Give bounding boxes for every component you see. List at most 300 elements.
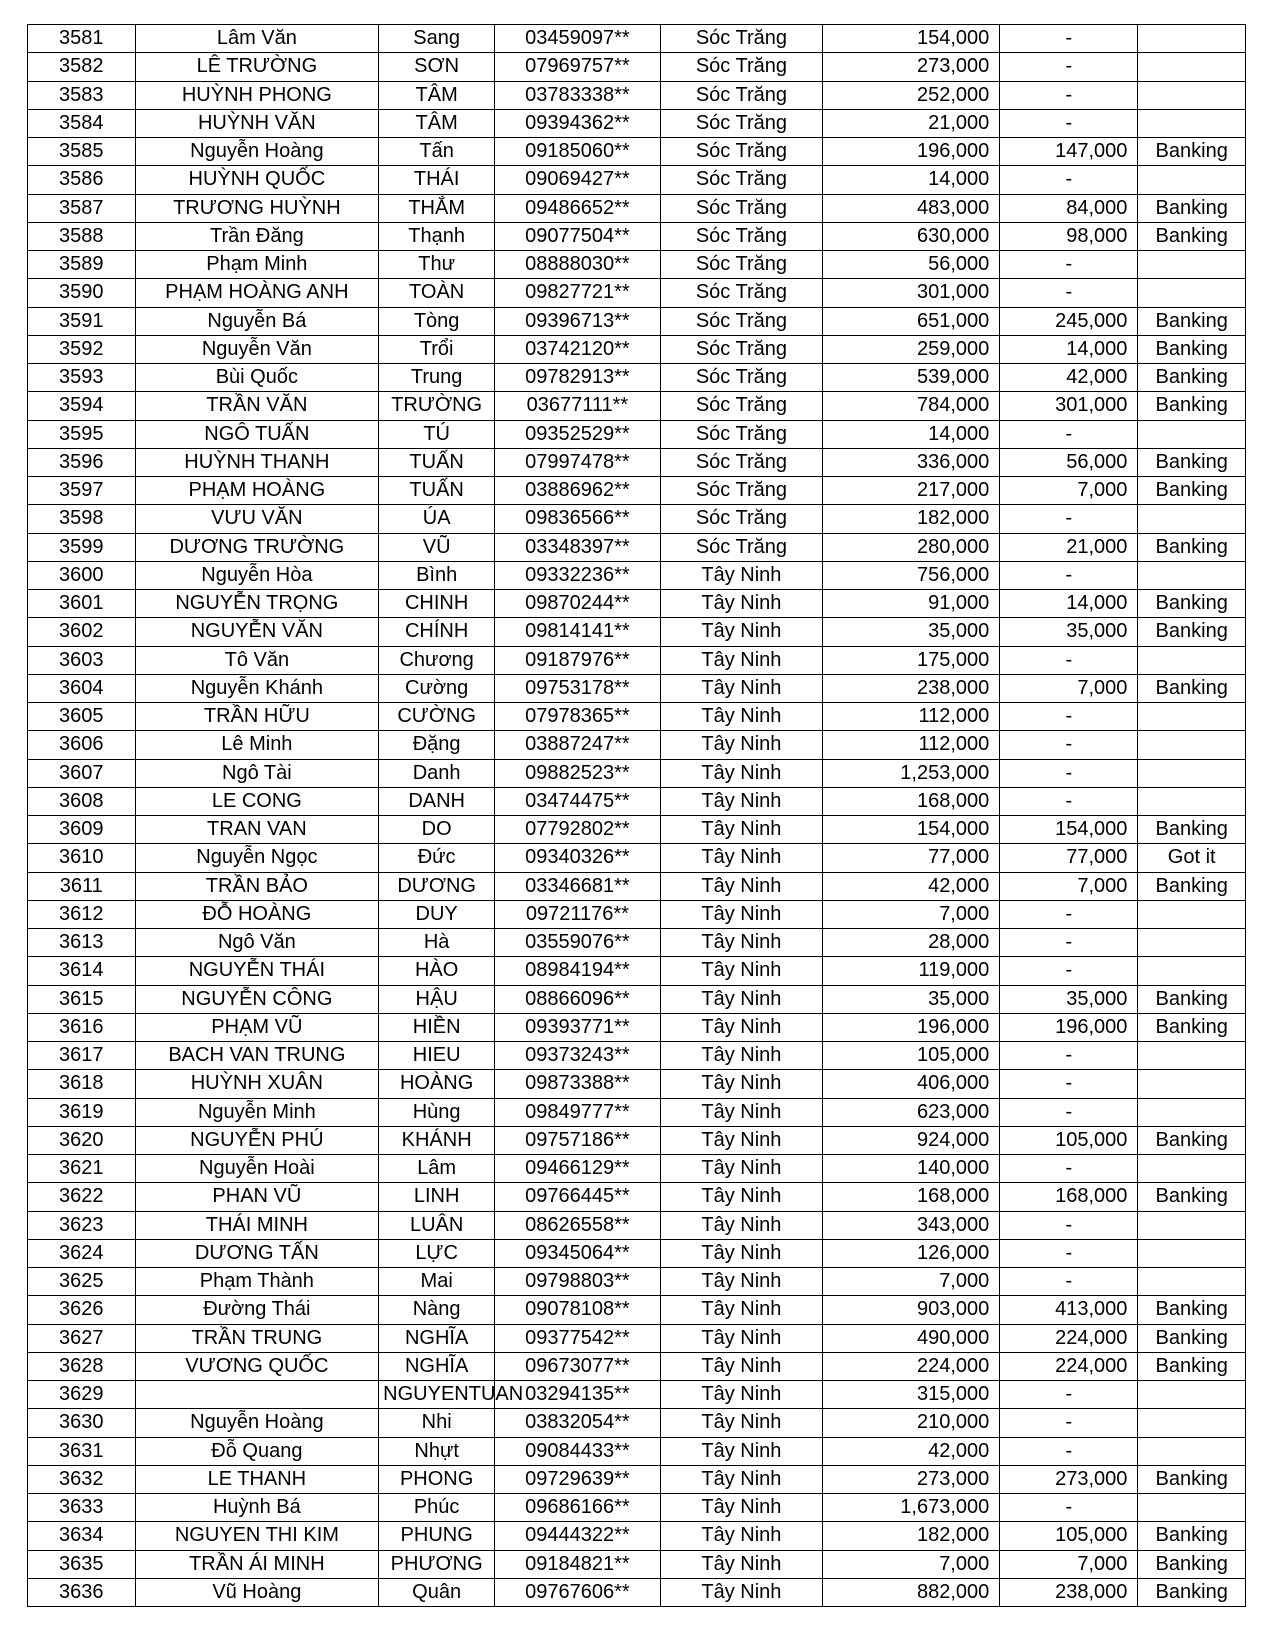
table-row — [28, 1239, 1246, 1267]
first-name-cell: Lê Minh — [135, 731, 379, 759]
table-row — [28, 1437, 1246, 1465]
payment-method-cell — [1138, 731, 1246, 759]
phone-cell: 09673077** — [495, 1352, 661, 1380]
payment-method-cell: Banking — [1138, 1324, 1246, 1352]
first-name-cell: TRẦN HỮU — [135, 703, 379, 731]
paid-cell: - — [1000, 731, 1138, 759]
first-name-cell: NGUYỄN THÁI — [135, 957, 379, 985]
row-number: 3622 — [28, 1183, 136, 1211]
paid-cell: 42,000 — [1000, 364, 1138, 392]
phone-cell: 09069427** — [495, 166, 661, 194]
given-name-cell: DUY — [379, 900, 495, 928]
paid-cell: - — [1000, 759, 1138, 787]
province-cell: Tây Ninh — [660, 1211, 822, 1239]
amount-cell: 126,000 — [823, 1239, 1000, 1267]
amount-cell: 784,000 — [823, 392, 1000, 420]
given-name-cell: TÂM — [379, 81, 495, 109]
row-number: 3606 — [28, 731, 136, 759]
paid-cell: - — [1000, 279, 1138, 307]
province-cell: Sóc Trăng — [660, 392, 822, 420]
province-cell: Tây Ninh — [660, 1352, 822, 1380]
payment-method-cell: Banking — [1138, 1578, 1246, 1606]
province-cell: Sóc Trăng — [660, 251, 822, 279]
phone-cell: 09686166** — [495, 1494, 661, 1522]
table-row — [28, 420, 1246, 448]
given-name-cell: TOÀN — [379, 279, 495, 307]
phone-cell: 09394362** — [495, 109, 661, 137]
payment-method-cell — [1138, 53, 1246, 81]
amount-cell: 56,000 — [823, 251, 1000, 279]
given-name-cell: TÚ — [379, 420, 495, 448]
payment-method-cell: Banking — [1138, 477, 1246, 505]
row-number: 3588 — [28, 222, 136, 250]
row-number: 3601 — [28, 590, 136, 618]
amount-cell: 7,000 — [823, 1268, 1000, 1296]
given-name-cell: CHÍNH — [379, 618, 495, 646]
phone-cell: 09084433** — [495, 1437, 661, 1465]
province-cell: Sóc Trăng — [660, 25, 822, 53]
table-row — [28, 872, 1246, 900]
given-name-cell: Sang — [379, 25, 495, 53]
province-cell: Tây Ninh — [660, 674, 822, 702]
paid-cell: - — [1000, 787, 1138, 815]
first-name-cell: Nguyễn Văn — [135, 335, 379, 363]
row-number: 3634 — [28, 1522, 136, 1550]
first-name-cell: NGUYỄN TRỌNG — [135, 590, 379, 618]
table-row — [28, 561, 1246, 589]
amount-cell: 210,000 — [823, 1409, 1000, 1437]
first-name-cell: Đường Thái — [135, 1296, 379, 1324]
first-name-cell: TRẦN TRUNG — [135, 1324, 379, 1352]
table-row — [28, 364, 1246, 392]
paid-cell: 14,000 — [1000, 590, 1138, 618]
paid-cell: 196,000 — [1000, 1013, 1138, 1041]
table-row — [28, 1494, 1246, 1522]
first-name-cell: ĐỖ HOÀNG — [135, 900, 379, 928]
amount-cell: 882,000 — [823, 1578, 1000, 1606]
payment-method-cell — [1138, 561, 1246, 589]
row-number: 3591 — [28, 307, 136, 335]
row-number: 3630 — [28, 1409, 136, 1437]
first-name-cell: LE CONG — [135, 787, 379, 815]
province-cell: Sóc Trăng — [660, 533, 822, 561]
payment-method-cell — [1138, 759, 1246, 787]
payment-method-cell: Banking — [1138, 1550, 1246, 1578]
payment-method-cell — [1138, 81, 1246, 109]
given-name-cell: Chương — [379, 646, 495, 674]
phone-cell: 09332236** — [495, 561, 661, 589]
province-cell: Tây Ninh — [660, 703, 822, 731]
payment-method-cell — [1138, 900, 1246, 928]
given-name-cell: Đặng — [379, 731, 495, 759]
province-cell: Tây Ninh — [660, 872, 822, 900]
phone-cell: 09782913** — [495, 364, 661, 392]
given-name-cell: CƯỜNG — [379, 703, 495, 731]
table-row — [28, 731, 1246, 759]
paid-cell: - — [1000, 505, 1138, 533]
first-name-cell: NGUYỄN PHÚ — [135, 1126, 379, 1154]
table-row — [28, 1013, 1246, 1041]
table-body — [28, 25, 1246, 1607]
row-number: 3602 — [28, 618, 136, 646]
province-cell: Tây Ninh — [660, 1268, 822, 1296]
phone-cell: 09486652** — [495, 194, 661, 222]
province-cell: Tây Ninh — [660, 590, 822, 618]
amount-cell: 924,000 — [823, 1126, 1000, 1154]
paid-cell: - — [1000, 1409, 1138, 1437]
row-number: 3589 — [28, 251, 136, 279]
given-name-cell: HIỀN — [379, 1013, 495, 1041]
table-row — [28, 1296, 1246, 1324]
given-name-cell: HIEU — [379, 1042, 495, 1070]
row-number: 3616 — [28, 1013, 136, 1041]
province-cell: Tây Ninh — [660, 1324, 822, 1352]
province-cell: Tây Ninh — [660, 1381, 822, 1409]
table-row — [28, 307, 1246, 335]
row-number: 3624 — [28, 1239, 136, 1267]
phone-cell: 09352529** — [495, 420, 661, 448]
province-cell: Sóc Trăng — [660, 138, 822, 166]
amount-cell: 182,000 — [823, 505, 1000, 533]
table-row — [28, 1098, 1246, 1126]
given-name-cell: Bình — [379, 561, 495, 589]
row-number: 3608 — [28, 787, 136, 815]
paid-cell: - — [1000, 109, 1138, 137]
first-name-cell: LÊ TRƯỜNG — [135, 53, 379, 81]
province-cell: Tây Ninh — [660, 1042, 822, 1070]
table-row — [28, 787, 1246, 815]
phone-cell: 09757186** — [495, 1126, 661, 1154]
paid-cell: - — [1000, 1042, 1138, 1070]
given-name-cell: DANH — [379, 787, 495, 815]
payment-method-cell: Banking — [1138, 1352, 1246, 1380]
province-cell: Sóc Trăng — [660, 364, 822, 392]
phone-cell: 09766445** — [495, 1183, 661, 1211]
table-row — [28, 1550, 1246, 1578]
phone-cell: 03886962** — [495, 477, 661, 505]
paid-cell: 14,000 — [1000, 335, 1138, 363]
first-name-cell: TRAN VAN — [135, 816, 379, 844]
paid-cell: 301,000 — [1000, 392, 1138, 420]
first-name-cell: BACH VAN TRUNG — [135, 1042, 379, 1070]
given-name-cell: Mai — [379, 1268, 495, 1296]
table-row — [28, 477, 1246, 505]
given-name-cell: Tấn — [379, 138, 495, 166]
amount-cell: 182,000 — [823, 1522, 1000, 1550]
table-row — [28, 703, 1246, 731]
amount-cell: 168,000 — [823, 787, 1000, 815]
amount-cell: 273,000 — [823, 1465, 1000, 1493]
row-number: 3612 — [28, 900, 136, 928]
given-name-cell: CHINH — [379, 590, 495, 618]
amount-cell: 1,673,000 — [823, 1494, 1000, 1522]
table-row — [28, 844, 1246, 872]
phone-cell: 09849777** — [495, 1098, 661, 1126]
table-row — [28, 1578, 1246, 1606]
table-row — [28, 1352, 1246, 1380]
phone-cell: 03783338** — [495, 81, 661, 109]
payment-method-cell — [1138, 1070, 1246, 1098]
province-cell: Sóc Trăng — [660, 335, 822, 363]
given-name-cell: Đức — [379, 844, 495, 872]
province-cell: Sóc Trăng — [660, 81, 822, 109]
amount-cell: 154,000 — [823, 816, 1000, 844]
row-number: 3623 — [28, 1211, 136, 1239]
row-number: 3598 — [28, 505, 136, 533]
amount-cell: 196,000 — [823, 1013, 1000, 1041]
given-name-cell: LỰC — [379, 1239, 495, 1267]
table-row — [28, 1155, 1246, 1183]
row-number: 3627 — [28, 1324, 136, 1352]
amount-cell: 539,000 — [823, 364, 1000, 392]
first-name-cell: Nguyễn Minh — [135, 1098, 379, 1126]
province-cell: Sóc Trăng — [660, 420, 822, 448]
paid-cell: 35,000 — [1000, 618, 1138, 646]
phone-cell: 09870244** — [495, 590, 661, 618]
amount-cell: 77,000 — [823, 844, 1000, 872]
given-name-cell: VŨ — [379, 533, 495, 561]
row-number: 3605 — [28, 703, 136, 731]
first-name-cell: HUỲNH PHONG — [135, 81, 379, 109]
row-number: 3583 — [28, 81, 136, 109]
province-cell: Tây Ninh — [660, 646, 822, 674]
province-cell: Sóc Trăng — [660, 109, 822, 137]
first-name-cell: Trần Đăng — [135, 222, 379, 250]
payment-method-cell — [1138, 957, 1246, 985]
table-row — [28, 392, 1246, 420]
given-name-cell: Hà — [379, 929, 495, 957]
phone-cell: 09882523** — [495, 759, 661, 787]
given-name-cell: Hùng — [379, 1098, 495, 1126]
amount-cell: 280,000 — [823, 533, 1000, 561]
province-cell: Sóc Trăng — [660, 448, 822, 476]
paid-cell: - — [1000, 703, 1138, 731]
amount-cell: 42,000 — [823, 1437, 1000, 1465]
given-name-cell: Cường — [379, 674, 495, 702]
phone-cell: 07969757** — [495, 53, 661, 81]
province-cell: Tây Ninh — [660, 731, 822, 759]
row-number: 3625 — [28, 1268, 136, 1296]
amount-cell: 259,000 — [823, 335, 1000, 363]
paid-cell: 105,000 — [1000, 1126, 1138, 1154]
table-row — [28, 166, 1246, 194]
province-cell: Tây Ninh — [660, 1522, 822, 1550]
first-name-cell: TRẦN VĂN — [135, 392, 379, 420]
amount-cell: 630,000 — [823, 222, 1000, 250]
paid-cell: 35,000 — [1000, 985, 1138, 1013]
payment-method-cell — [1138, 1494, 1246, 1522]
row-number: 3614 — [28, 957, 136, 985]
row-number: 3584 — [28, 109, 136, 137]
paid-cell: 224,000 — [1000, 1324, 1138, 1352]
paid-cell: - — [1000, 900, 1138, 928]
payment-method-cell — [1138, 1098, 1246, 1126]
row-number: 3603 — [28, 646, 136, 674]
first-name-cell: HUỲNH VĂN — [135, 109, 379, 137]
payment-method-cell: Banking — [1138, 1465, 1246, 1493]
first-name-cell: Huỳnh Bá — [135, 1494, 379, 1522]
table-row — [28, 957, 1246, 985]
table-row — [28, 138, 1246, 166]
payment-method-cell: Banking — [1138, 816, 1246, 844]
amount-cell: 168,000 — [823, 1183, 1000, 1211]
first-name-cell: HUỲNH THANH — [135, 448, 379, 476]
amount-cell: 1,253,000 — [823, 759, 1000, 787]
phone-cell: 03474475** — [495, 787, 661, 815]
row-number: 3617 — [28, 1042, 136, 1070]
table-row — [28, 1522, 1246, 1550]
first-name-cell: Nguyễn Hòa — [135, 561, 379, 589]
amount-cell: 7,000 — [823, 900, 1000, 928]
row-number: 3632 — [28, 1465, 136, 1493]
phone-cell: 09187976** — [495, 646, 661, 674]
payment-method-cell: Banking — [1138, 872, 1246, 900]
table-row — [28, 109, 1246, 137]
first-name-cell: Ngô Tài — [135, 759, 379, 787]
table-row — [28, 1409, 1246, 1437]
table-row — [28, 81, 1246, 109]
paid-cell: 224,000 — [1000, 1352, 1138, 1380]
table-row — [28, 1324, 1246, 1352]
paid-cell: - — [1000, 1098, 1138, 1126]
payment-method-cell — [1138, 109, 1246, 137]
paid-cell: - — [1000, 81, 1138, 109]
phone-cell: 09729639** — [495, 1465, 661, 1493]
amount-cell: 903,000 — [823, 1296, 1000, 1324]
given-name-cell: Trổi — [379, 335, 495, 363]
payment-method-cell — [1138, 1239, 1246, 1267]
row-number: 3586 — [28, 166, 136, 194]
province-cell: Tây Ninh — [660, 929, 822, 957]
first-name-cell: Lâm Văn — [135, 25, 379, 53]
row-number: 3593 — [28, 364, 136, 392]
payment-method-cell — [1138, 279, 1246, 307]
phone-cell: 09814141** — [495, 618, 661, 646]
row-number: 3619 — [28, 1098, 136, 1126]
payment-method-cell: Got it — [1138, 844, 1246, 872]
row-number: 3621 — [28, 1155, 136, 1183]
province-cell: Sóc Trăng — [660, 53, 822, 81]
row-number: 3631 — [28, 1437, 136, 1465]
paid-cell: 154,000 — [1000, 816, 1138, 844]
paid-cell: 168,000 — [1000, 1183, 1138, 1211]
table-row — [28, 618, 1246, 646]
paid-cell: - — [1000, 420, 1138, 448]
paid-cell: - — [1000, 929, 1138, 957]
province-cell: Tây Ninh — [660, 1465, 822, 1493]
phone-cell: 09444322** — [495, 1522, 661, 1550]
phone-cell: 03887247** — [495, 731, 661, 759]
province-cell: Tây Ninh — [660, 1437, 822, 1465]
table-row — [28, 505, 1246, 533]
first-name-cell: THÁI MINH — [135, 1211, 379, 1239]
phone-cell: 07978365** — [495, 703, 661, 731]
phone-cell: 03677111** — [495, 392, 661, 420]
payment-method-cell — [1138, 1437, 1246, 1465]
paid-cell: - — [1000, 1155, 1138, 1183]
phone-cell: 07997478** — [495, 448, 661, 476]
amount-cell: 490,000 — [823, 1324, 1000, 1352]
row-number: 3590 — [28, 279, 136, 307]
amount-cell: 105,000 — [823, 1042, 1000, 1070]
first-name-cell: Tô Văn — [135, 646, 379, 674]
given-name-cell: NGUYENTUAN — [379, 1381, 495, 1409]
row-number: 3626 — [28, 1296, 136, 1324]
payment-method-cell — [1138, 1381, 1246, 1409]
province-cell: Sóc Trăng — [660, 279, 822, 307]
row-number: 3609 — [28, 816, 136, 844]
row-number: 3611 — [28, 872, 136, 900]
phone-cell: 03348397** — [495, 533, 661, 561]
given-name-cell: Nàng — [379, 1296, 495, 1324]
province-cell: Sóc Trăng — [660, 477, 822, 505]
amount-cell: 28,000 — [823, 929, 1000, 957]
amount-cell: 343,000 — [823, 1211, 1000, 1239]
phone-cell: 09373243** — [495, 1042, 661, 1070]
row-number: 3610 — [28, 844, 136, 872]
paid-cell: - — [1000, 53, 1138, 81]
province-cell: Tây Ninh — [660, 957, 822, 985]
province-cell: Tây Ninh — [660, 1070, 822, 1098]
phone-cell: 08888030** — [495, 251, 661, 279]
phone-cell: 03832054** — [495, 1409, 661, 1437]
given-name-cell: HOÀNG — [379, 1070, 495, 1098]
given-name-cell: THÁI — [379, 166, 495, 194]
paid-cell: 105,000 — [1000, 1522, 1138, 1550]
table-row — [28, 590, 1246, 618]
table-row — [28, 448, 1246, 476]
given-name-cell: Trung — [379, 364, 495, 392]
amount-cell: 175,000 — [823, 646, 1000, 674]
phone-cell: 03742120** — [495, 335, 661, 363]
phone-cell: 09377542** — [495, 1324, 661, 1352]
paid-cell: 7,000 — [1000, 1550, 1138, 1578]
paid-cell: - — [1000, 25, 1138, 53]
given-name-cell: DƯƠNG — [379, 872, 495, 900]
payment-method-cell: Banking — [1138, 1183, 1246, 1211]
first-name-cell: Nguyễn Bá — [135, 307, 379, 335]
amount-cell: 154,000 — [823, 25, 1000, 53]
province-cell: Tây Ninh — [660, 1155, 822, 1183]
amount-cell: 112,000 — [823, 731, 1000, 759]
given-name-cell: NGHĨA — [379, 1352, 495, 1380]
amount-cell: 273,000 — [823, 53, 1000, 81]
given-name-cell: KHÁNH — [379, 1126, 495, 1154]
paid-cell: 413,000 — [1000, 1296, 1138, 1324]
first-name-cell: Bùi Quốc — [135, 364, 379, 392]
row-number: 3596 — [28, 448, 136, 476]
given-name-cell: Quân — [379, 1578, 495, 1606]
phone-cell: 09184821** — [495, 1550, 661, 1578]
amount-cell: 21,000 — [823, 109, 1000, 137]
row-number: 3582 — [28, 53, 136, 81]
first-name-cell: Nguyễn Hoài — [135, 1155, 379, 1183]
amount-cell: 35,000 — [823, 618, 1000, 646]
phone-cell: 09078108** — [495, 1296, 661, 1324]
amount-cell: 14,000 — [823, 420, 1000, 448]
paid-cell: 7,000 — [1000, 872, 1138, 900]
table-row — [28, 335, 1246, 363]
amount-cell: 196,000 — [823, 138, 1000, 166]
first-name-cell: VƯƠNG QUỐC — [135, 1352, 379, 1380]
row-number: 3585 — [28, 138, 136, 166]
paid-cell: - — [1000, 1211, 1138, 1239]
paid-cell: - — [1000, 1070, 1138, 1098]
first-name-cell: DƯƠNG TẤN — [135, 1239, 379, 1267]
payment-method-cell — [1138, 420, 1246, 448]
province-cell: Tây Ninh — [660, 1578, 822, 1606]
given-name-cell: NGHĨA — [379, 1324, 495, 1352]
